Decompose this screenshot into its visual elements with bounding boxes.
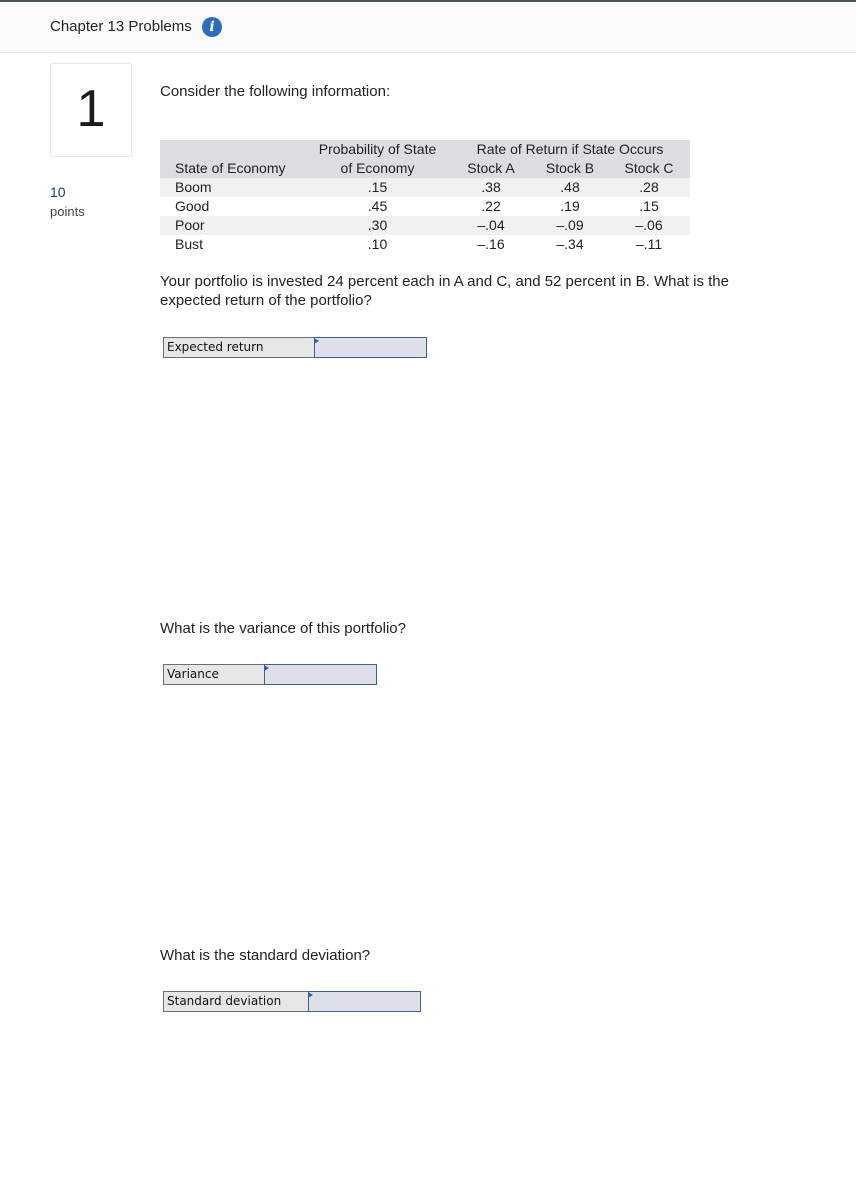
portfolio-question	[160, 272, 729, 310]
flag-icon	[264, 665, 269, 671]
std-input[interactable]	[308, 991, 421, 1012]
cell-prob: .30	[367, 217, 388, 233]
expected-return-answer-row	[163, 337, 427, 358]
header-stock-c: Stock C	[624, 160, 674, 176]
portfolio-question-line: expected return of the portfolio?	[160, 292, 372, 309]
flag-icon	[314, 338, 319, 344]
variance-question: What is the variance of this portfolio?	[160, 620, 406, 637]
cell-stock-c: .15	[639, 198, 659, 214]
table-row-band	[160, 235, 690, 254]
portfolio-question-line: Your portfolio is invested 24 percent each in A and C, and 52 percent in B. What is the	[160, 273, 729, 290]
cell-state: Poor	[175, 217, 205, 233]
header-probability: Probability of State	[318, 141, 437, 157]
flag-icon	[308, 992, 313, 998]
cell-prob: .45	[367, 198, 388, 214]
expected-return-input[interactable]	[314, 337, 427, 358]
cell-stock-a: –.16	[477, 236, 505, 252]
cell-stock-a: –.04	[477, 217, 505, 233]
cell-stock-b: –.34	[556, 236, 584, 252]
points-value: 10	[50, 184, 66, 200]
question-number-box	[50, 63, 132, 157]
cell-stock-b: –.09	[556, 217, 584, 233]
std-label: Standard deviation	[163, 991, 309, 1012]
points-label: points	[50, 204, 85, 219]
std-answer-row	[163, 991, 421, 1012]
variance-answer-row	[163, 664, 377, 685]
cell-state: Bust	[175, 236, 204, 252]
header-stock-a: Stock A	[467, 160, 515, 176]
header-rate-group: Rate of Return if State Occurs	[476, 141, 664, 157]
cell-prob: .15	[367, 179, 388, 195]
returns-table	[160, 140, 690, 253]
variance-label: Variance	[163, 664, 265, 685]
cell-state: Boom	[175, 179, 212, 195]
question-number: 1	[76, 80, 106, 138]
std-question: What is the standard deviation?	[160, 947, 371, 964]
cell-stock-c: –.06	[635, 217, 663, 233]
header-stock-b: Stock B	[545, 160, 595, 176]
cell-state: Good	[175, 198, 210, 214]
header-state: State of Economy	[175, 160, 286, 176]
table-row-band	[160, 197, 690, 216]
intro-text: Consider the following information:	[160, 83, 391, 100]
cell-stock-b: .48	[560, 179, 580, 195]
cell-stock-b: .19	[560, 198, 580, 214]
cell-stock-a: .22	[481, 198, 501, 214]
table-row-band	[160, 178, 690, 197]
variance-input[interactable]	[264, 664, 377, 685]
cell-stock-c: .28	[639, 179, 659, 195]
header-probability: of Economy	[340, 160, 415, 176]
table-row-band	[160, 216, 690, 235]
page-header	[0, 2, 856, 53]
cell-stock-c: –.11	[635, 236, 663, 252]
expected-return-label: Expected return	[163, 337, 315, 358]
cell-prob: .10	[367, 236, 388, 252]
info-icon[interactable]: i	[202, 17, 222, 37]
page-title: Chapter 13 Problems	[50, 18, 192, 35]
cell-stock-a: .38	[481, 179, 501, 195]
